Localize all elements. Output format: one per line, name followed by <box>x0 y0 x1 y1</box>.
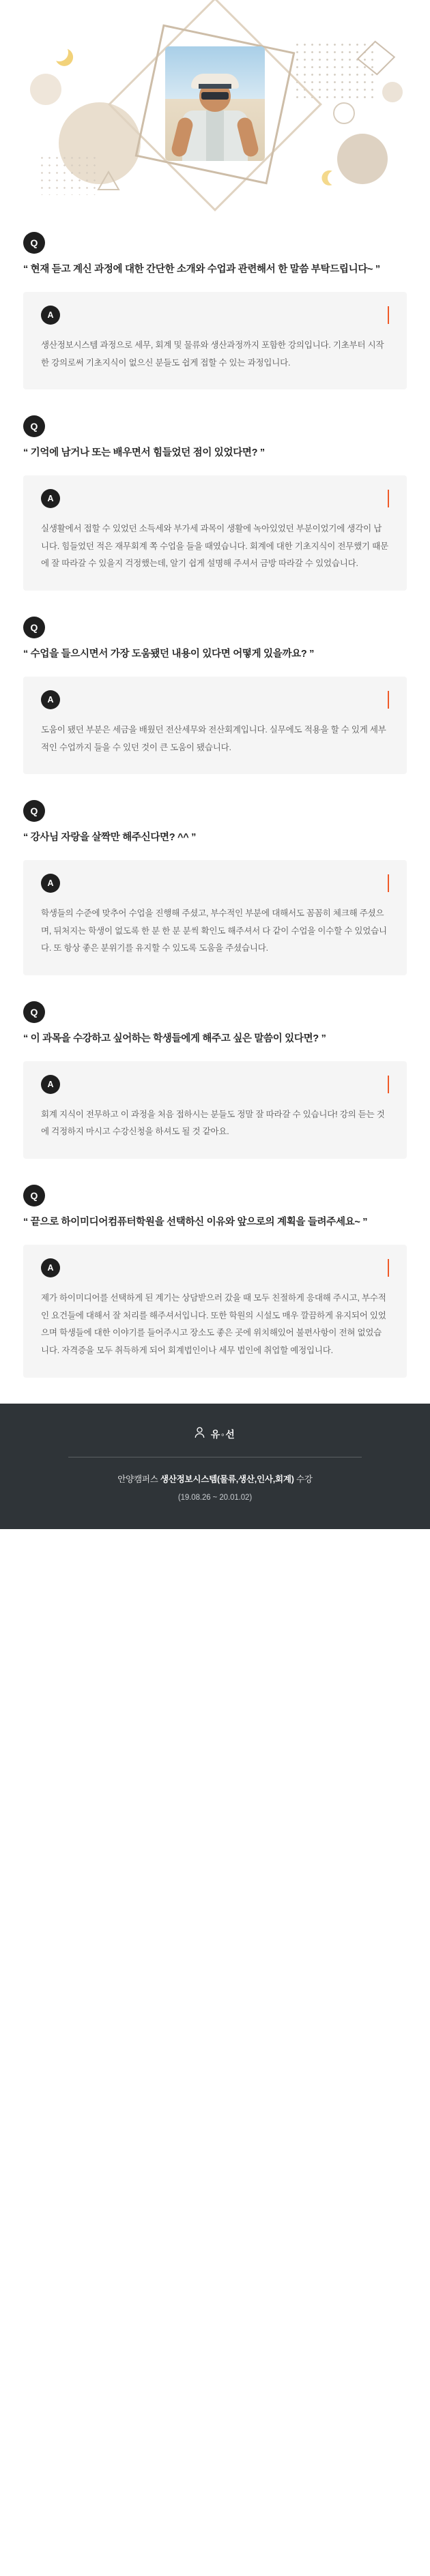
ring-outline-icon <box>333 102 355 124</box>
crescent-moon-icon <box>48 41 70 63</box>
hero-banner <box>0 0 430 232</box>
answer-card-header <box>41 1258 389 1277</box>
answer-card-header <box>41 1075 389 1094</box>
person-icon <box>195 1427 205 1442</box>
answer-card <box>23 860 407 975</box>
footer-course-line <box>14 1472 416 1487</box>
answer-card-header <box>41 306 389 325</box>
photo-frame <box>130 19 300 190</box>
question-badge: Q <box>23 232 45 254</box>
answer-text: 학생들의 수준에 맞추어 수업을 진행해 주셨고, 부수적인 부분에 대해서도 꼼꼼히 체크해 주셨으며, 뒤처지는 학생이 없도록 한 분 한 분 분씩 확인도 해주셔서 다 같이 수업을 이수할 수 있었습니다. 또 항상 좋은 분위기를 유지할 수 있도록 도움을 주셨습니다. <box>41 908 387 953</box>
question-text: “ 끝으로 하이미디어컴퓨터학원을 선택하신 이유와 앞으로의 계획을 들려주세요~ ” <box>23 1217 368 1228</box>
answer-card <box>23 1061 407 1159</box>
footer-course-name: 생산정보시스템(물류,생산,인사,회계) <box>160 1474 294 1484</box>
answer-text: 회계 지식이 전무하고 이 과정을 처음 접하시는 분들도 정말 잘 따라갈 수 있습니다! 강의 듣는 것에 걱정하지 마시고 수강신청을 하셔도 될 것 같아요. <box>41 1109 385 1137</box>
answer-card-header <box>41 690 389 709</box>
answer-card <box>23 1245 407 1378</box>
footer-course-suffix: 수강 <box>296 1474 313 1484</box>
accent-bar <box>388 1259 389 1277</box>
answer-badge: A <box>41 1258 60 1277</box>
question-badge: Q <box>23 415 45 437</box>
answer-card <box>23 677 407 774</box>
triangle-outline-icon <box>86 171 108 188</box>
question-badge: Q <box>23 1185 45 1206</box>
decor-circle-right <box>337 134 388 184</box>
accent-bar <box>388 1076 389 1093</box>
question-text: “ 기억에 남거나 또는 배우면서 힘들었던 점이 있었다면? ” <box>23 447 265 459</box>
question-badge: Q <box>23 1001 45 1023</box>
question-text: “ 강사님 자랑을 살짝만 해주신다면? ^^ ” <box>23 832 197 844</box>
qa-item <box>0 1185 430 1377</box>
footer-student-name: 유◦선 <box>210 1428 236 1440</box>
accent-bar <box>388 691 389 709</box>
answer-text: 도움이 됐던 부분은 세금을 배웠던 전산세무와 전산회계입니다. 실무에도 적용을 할 수 있게 세부적인 수업까지 들을 수 있던 것이 큰 도움이 됐습니다. <box>41 724 386 752</box>
answer-card-header <box>41 489 389 508</box>
answer-badge: A <box>41 690 60 709</box>
decor-circle-right-small <box>382 82 403 102</box>
decor-circle-small <box>30 74 61 105</box>
accent-bar <box>388 874 389 892</box>
footer-campus: 안양캠퍼스 <box>117 1474 158 1484</box>
answer-card <box>23 475 407 591</box>
accent-bar <box>388 306 389 324</box>
answer-card-header <box>41 874 389 893</box>
photo-person-sunglasses <box>201 92 229 100</box>
qa-item <box>0 1001 430 1159</box>
answer-badge: A <box>41 1075 60 1094</box>
answer-text: 생산정보시스템 과정으로 세무, 회계 및 물류와 생산과정까지 포함한 강의입니다. 기초부터 시작한 강의로써 기초지식이 없으신 분들도 쉽게 접할 수 있는 과정입니다. <box>41 340 384 368</box>
photo-person-shirt <box>206 110 224 161</box>
answer-text: 실생활에서 접할 수 있었던 소득세와 부가세 과목이 생활에 녹아있었던 부분이었기에 생각이 납니다. 힘들었던 적은 재무회계 쪽 수업을 들을 때였습니다. 회계에 대한 기초지식이 전무했기 때문에 잘 따라갈 수 있을지 걱정했는데, 알기 쉽게 설명해 주셔서 금방 따라갈 수 있었습니다. <box>41 524 388 569</box>
qa-item <box>0 800 430 975</box>
footer-bar <box>0 1404 430 1529</box>
photo-person-hat-band <box>199 84 231 89</box>
answer-badge: A <box>41 306 60 325</box>
footer-person <box>14 1427 416 1442</box>
accent-bar <box>388 490 389 507</box>
qa-item <box>0 232 430 389</box>
question-text: “ 이 과목을 수강하고 싶어하는 학생들에게 해주고 싶은 말씀이 있다면? ” <box>23 1033 326 1044</box>
answer-badge: A <box>41 489 60 508</box>
answer-card <box>23 292 407 389</box>
answer-badge: A <box>41 874 60 893</box>
footer-period: (19.08.26 ~ 20.01.02) <box>177 1493 253 1502</box>
qa-item <box>0 617 430 774</box>
qa-item <box>0 415 430 591</box>
student-photo <box>165 46 265 161</box>
question-badge: Q <box>23 800 45 822</box>
qa-list <box>0 232 430 1378</box>
question-text: “ 수업을 들으시면서 가장 도움됐던 내용이 있다면 어떻게 있을까요? ” <box>23 648 315 660</box>
answer-text: 제가 하이미디어를 선택하게 된 계기는 상담받으러 갔을 때 모두 친절하게 응대해 주시고, 부수적인 요건들에 대해서 잘 처리를 해주셔서입니다. 또한 학원의 시설도 매우 깔끔하게 유지되어 있었으며 학생들에 대한 이야기를 들어주시고 장소도 좋은 곳에 위치해있어 불편사항이 전혀 없었습니다. 자격증을 모두 취득하게 되어 회계법인이나 세무 법인에 취업할 예정입니다. <box>41 1293 386 1355</box>
question-badge: Q <box>23 617 45 638</box>
question-text: “ 현재 듣고 계신 과정에 대한 간단한 소개와 수업과 관련해서 한 말씀 부탁드립니다~ ” <box>23 264 380 275</box>
